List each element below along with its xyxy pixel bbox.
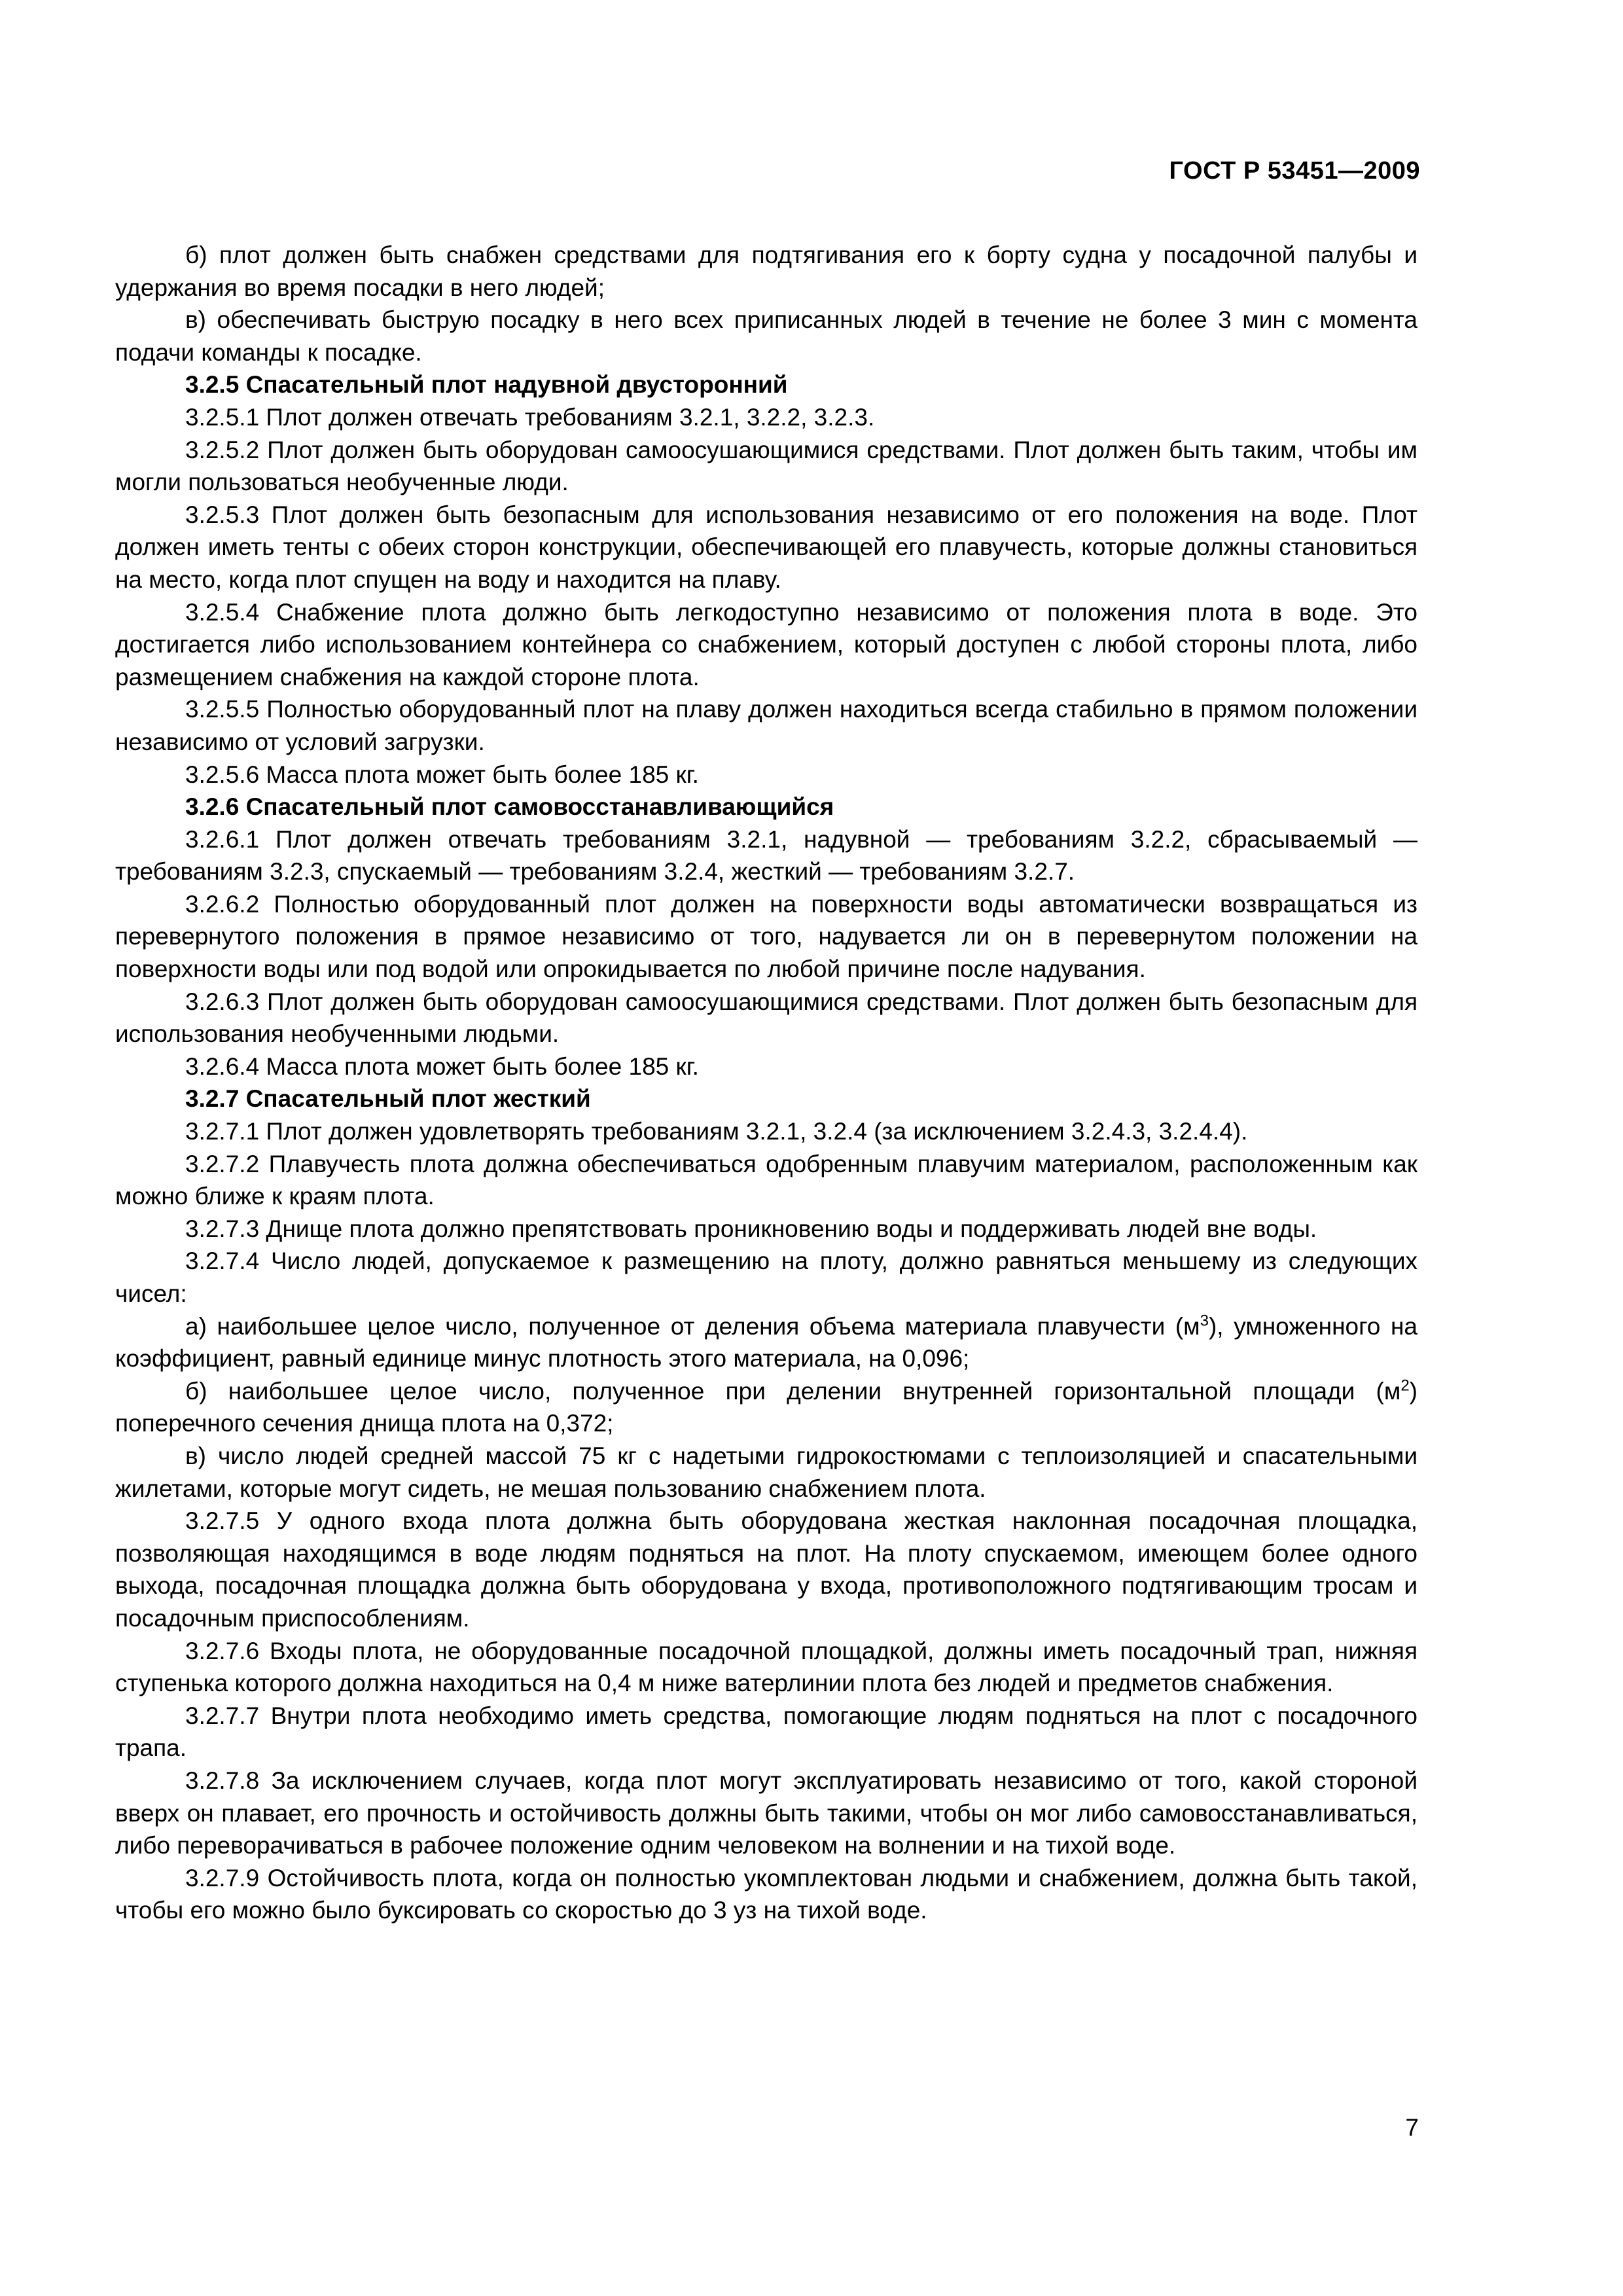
- paragraph: 3.2.7.8 За исключением случаев, когда плот могут эксплуатировать независимо от того, какой стороной вверх он плавает, его прочность и остойчивость должны быть такими, чтобы он мог либо самовосстанавливаться, либо переворачиваться в рабочее положение одним человеком на волнении и на тихой воде.: [115, 1767, 1418, 1859]
- paragraph: 3.2.5.4 Снабжение плота должно быть легкодоступно независимо от положения плота в воде. Это достигается либо использованием контейнера со снабжением, который доступен с любой стороны плота, либо размещением снабжения на каждой стороне плота.: [115, 598, 1418, 691]
- paragraph: [115, 1310, 1418, 1375]
- paragraph: 3.2.5.2 Плот должен быть оборудован самоосушающимися средствами. Плот должен быть таким, чтобы им могли пользоваться необученные люди.: [115, 436, 1418, 496]
- paragraph: 3.2.7.7 Внутри плота необходимо иметь средства, помогающие людям подняться на плот с посадочного трапа.: [115, 1702, 1418, 1762]
- paragraph: в) обеспечивать быструю посадку в него всех приписанных людей в течение не более 3 мин с момента подачи команды к посадке.: [115, 306, 1418, 366]
- paragraph: 3.2.6.1 Плот должен отвечать требованиям 3.2.1, надувной — требованиям 3.2.2, сбрасываемый — требованиям 3.2.3, спускаемый — требованиям 3.2.4, жесткий — требованиям 3.2.7.: [115, 825, 1418, 886]
- paragraph: 3.2.7.6 Входы плота, не оборудованные посадочной площадкой, должны иметь посадочный трап, нижняя ступенька которого должна находиться на 0,4 м ниже ватерлинии плота без людей и предметов снабжения.: [115, 1637, 1418, 1697]
- paragraph: 3.2.7.5 У одного входа плота должна быть оборудована жесткая наклонная посадочная площадка, позволяющая находящимся в воде людям подняться на плот. На плоту спускаемом, имеющем более одного выхода, посадочная площадка должна быть оборудована у входа, противоположного подтягивающим тросам и посадочным приспособлениям.: [115, 1507, 1418, 1632]
- document-header: ГОСТ Р 53451—2009: [1169, 157, 1420, 185]
- paragraph: [115, 1375, 1418, 1440]
- paragraph: 3.2.7.3 Днище плота должно препятствовать проникновению воды и поддерживать людей вне воды.: [185, 1215, 1317, 1242]
- paragraph: б) плот должен быть снабжен средствами для подтягивания его к борту судна у посадочной палубы и удержания во время посадки в него людей;: [115, 242, 1418, 301]
- paragraph: 3.2.6.2 Полностью оборудованный плот должен на поверхности воды автоматически возвращаться из перевернутого положения в прямое независимо от того, надувается ли он в перевернутом положении на поверхности воды или под водой или опрокидывается по любой причине после надувания.: [115, 890, 1418, 983]
- paragraph-text-after: ), умноженного на коэффициент, равный единице минус плотность этого материала, на 0,096;: [115, 1312, 1418, 1372]
- paragraph: 3.2.6.4 Масса плота может быть более 185 кг.: [185, 1052, 699, 1080]
- paragraph-text-before: а) наибольшее целое число, полученное от деления объема материала плавучести (м: [185, 1312, 1200, 1340]
- paragraph: 3.2.5.3 Плот должен быть безопасным для использования независимо от его положения на воде. Плот должен иметь тенты с обеих сторон конструкции, обеспечивающей его плавучесть, которые должны становиться на место, когда плот спущен на воду и находится на плаву.: [115, 501, 1418, 593]
- section-heading: 3.2.5 Спасательный плот надувной двусторонний: [185, 371, 788, 399]
- superscript: 2: [1400, 1376, 1410, 1395]
- paragraph-text-before: б) наибольшее целое число, полученное при делении внутренней горизонтальной площади (м: [185, 1377, 1401, 1405]
- document-body: [115, 239, 1418, 1927]
- paragraph: 3.2.7.2 Плавучесть плота должна обеспечиваться одобренным плавучим материалом, расположенным как можно ближе к краям плота.: [115, 1150, 1418, 1210]
- paragraph: 3.2.6.3 Плот должен быть оборудован самоосушающимися средствами. Плот должен быть безопасным для использования необученными людьми.: [115, 988, 1418, 1048]
- section-heading: 3.2.6 Спасательный плот самовосстанавливающийся: [185, 793, 834, 821]
- paragraph: 3.2.5.1 Плот должен отвечать требованиям 3.2.1, 3.2.2, 3.2.3.: [185, 403, 875, 431]
- paragraph-text-after: ) поперечного сечения днища плота на 0,372;: [115, 1377, 1418, 1437]
- paragraph: 3.2.7.1 Плот должен удовлетворять требованиям 3.2.1, 3.2.4 (за исключением 3.2.4.3, 3.2.4.4).: [185, 1118, 1248, 1145]
- superscript: 3: [1200, 1312, 1209, 1330]
- paragraph: 3.2.5.6 Масса плота может быть более 185 кг.: [185, 761, 699, 788]
- paragraph: 3.2.7.4 Число людей, допускаемое к размещению на плоту, должно равняться меньшему из следующих чисел:: [115, 1247, 1418, 1307]
- paragraph: 3.2.7.9 Остойчивость плота, когда он полностью укомплектован людьми и снабжением, должна быть такой, чтобы его можно было буксировать со скоростью до 3 уз на тихой воде.: [115, 1864, 1418, 1924]
- paragraph: в) число людей средней массой 75 кг с надетыми гидрокостюмами с теплоизоляцией и спасательными жилетами, которые могут сидеть, не мешая пользованию снабжением плота.: [115, 1442, 1418, 1502]
- section-heading: 3.2.7 Спасательный плот жесткий: [185, 1085, 591, 1113]
- paragraph: 3.2.5.5 Полностью оборудованный плот на плаву должен находиться всегда стабильно в прямом положении независимо от условий загрузки.: [115, 696, 1418, 755]
- page-number: 7: [1405, 2114, 1419, 2141]
